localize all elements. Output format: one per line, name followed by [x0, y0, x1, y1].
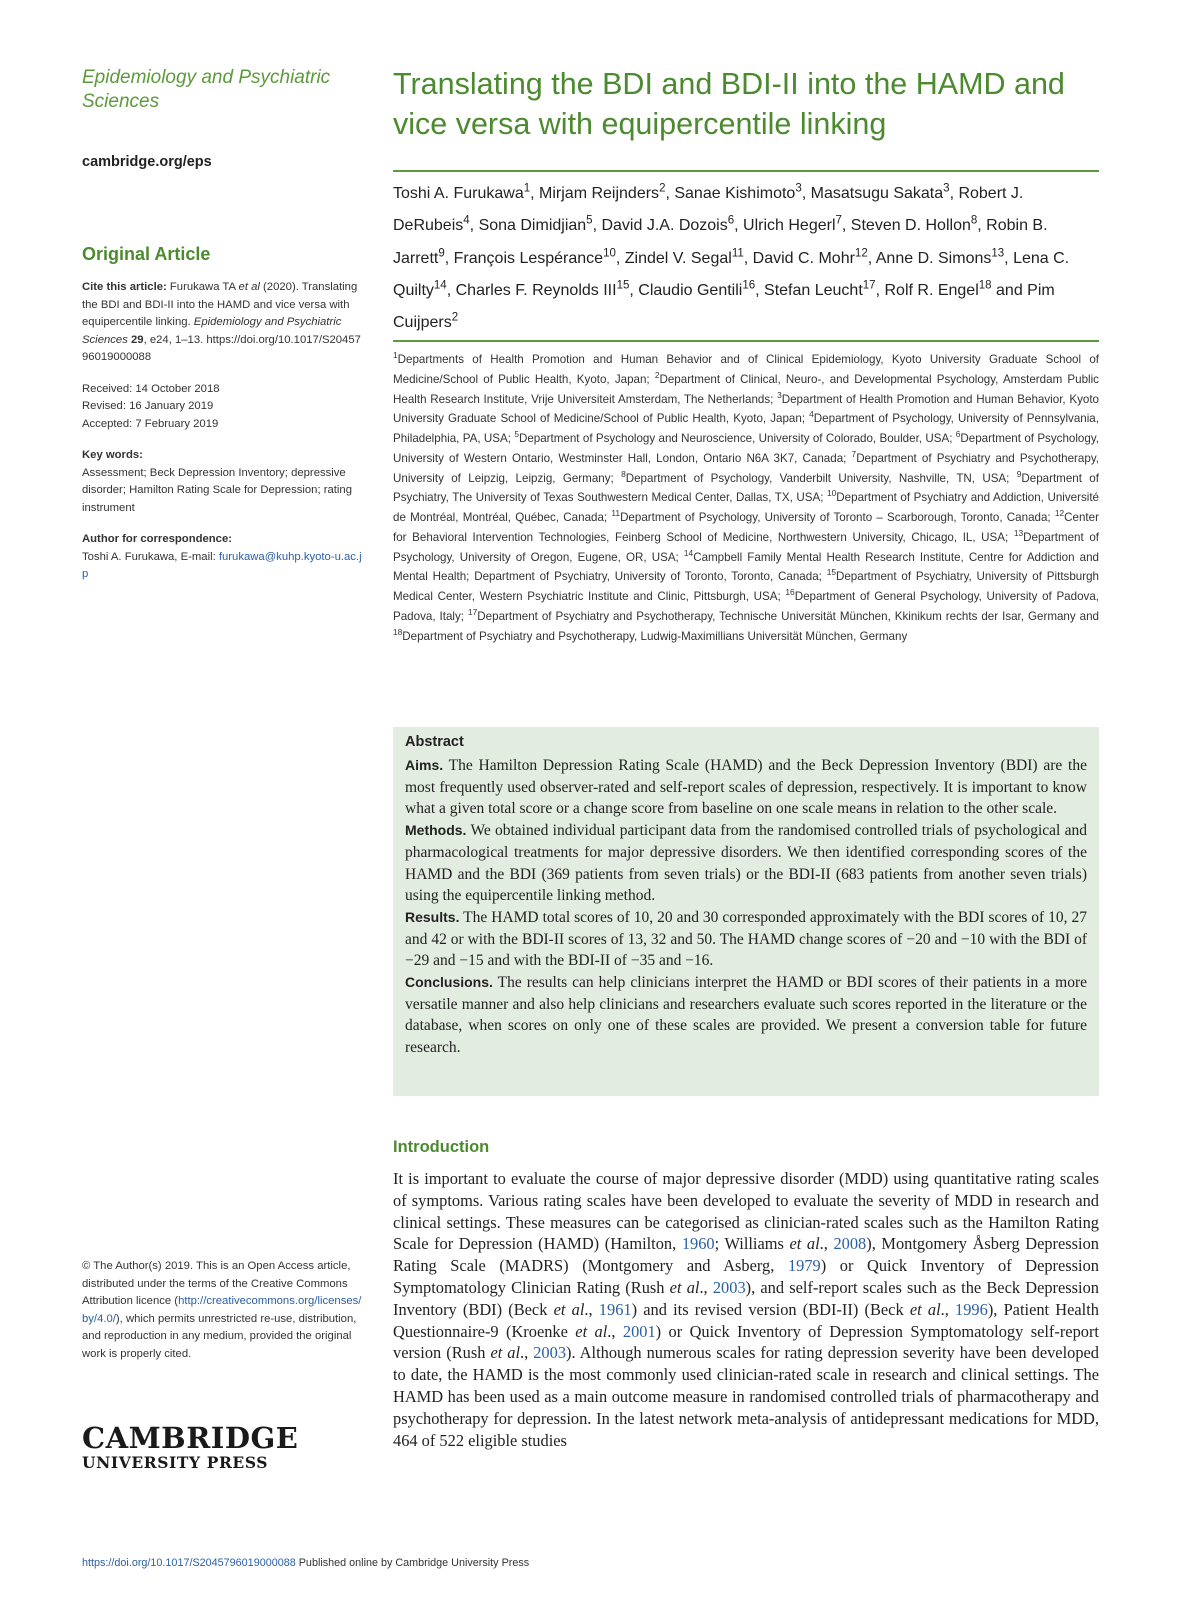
citation-year-link[interactable]: 2001 [622, 1321, 656, 1341]
author-affiliation-ref: 18 [978, 279, 992, 292]
correspondence-label: Author for correspondence: [82, 533, 233, 545]
author-name: David J.A. Dozois$^6$ [601, 214, 735, 235]
body-text: ., [584, 1299, 599, 1319]
author-affiliation-ref: 5 [586, 214, 593, 227]
abstract-section [405, 820, 1087, 907]
page-footer [82, 1557, 529, 1569]
affiliation-number: 11 [611, 508, 621, 519]
cambridge-logo [82, 1422, 342, 1472]
cite-year: (2020). [263, 281, 299, 293]
author-affiliation-ref: 2 [451, 311, 459, 324]
license-text-before: © The Author(s) 2019. This is an Open Access article, distributed under the terms of the Creative Commons Attribution licence ( [82, 1260, 351, 1308]
affiliation-text: Departments of Health Promotion and Human Behavior and of Clinical Epidemiology, Kyoto University Graduate School of Medicine/School of Public Health, Kyoto, Japan; [393, 353, 1099, 386]
author-affiliation-ref: 4 [463, 214, 470, 227]
journal-name: Epidemiology and Psychiatric Sciences [82, 67, 331, 112]
affiliation-number: 14 [683, 547, 694, 558]
abstract-section [405, 755, 1087, 820]
affiliation-number: 1 [393, 350, 398, 361]
citation-year-link[interactable]: 2008 [833, 1234, 867, 1254]
author-list: Toshi A. Furukawa$^1$, Mirjam Reijnders$^2$, Sanae Kishimoto$^3$, Masatsugu Sakata$^3$, Robert J. DeRubeis$^4$, Sona Dimidjian$^5$, David J.A. Dozois$^6$, Ulrich Hegerl$^7$, Steven D. Hollon$^8$, Robin B. Jarrett$^9$, François Lespérance$^{10}$, Zindel V. Segal$^{11}$, David C. Mohr$^{12}$, Anne D. Simons$^{13}$, Lena C. Quilty$^{14}$, Charles F. Reynolds III$^{15}$, Claudio Gentili$^{16}$, Stefan Leucht$^{17}$, Rolf R. Engel$^{18}$ and Pim Cuijpers$^2$ [393, 182, 1070, 332]
abstract-box [393, 727, 1099, 1096]
cite-label: Cite this article: [82, 281, 167, 293]
affiliation-text: Department of General Psychology, University of Padova, Padova, Italy; [393, 590, 1099, 623]
keywords-text: Assessment; Beck Depression Inventory; depressive disorder; Hamilton Rating Scale for Depression; rating instrument [82, 466, 352, 514]
cite-title: Translating the BDI and BDI-II into the HAMD and vice versa with equipercentile linking. [82, 281, 358, 328]
citation-year-link[interactable]: 1961 [598, 1299, 632, 1319]
affiliation-number: 16 [785, 587, 795, 598]
affiliation-number: 7 [851, 448, 857, 459]
affiliation-text: Department of Health Promotion and Human Behavior, Kyoto University Graduate School of Medicine/School of Public Health, Kyoto, Japan; [393, 392, 1099, 426]
affiliation-number: 18 [393, 626, 403, 637]
body-text: ., [699, 1277, 713, 1297]
correspondence-text: Toshi A. Furukawa, E-mail: [82, 550, 216, 563]
et-al-text: et al [909, 1299, 941, 1319]
affiliation-text: Department of Clinical, Neuro-, and Developmental Psychology, Amsterdam Public Health Research Institute, Vrije Universiteit Amsterdam, The Netherlands; [393, 372, 1099, 406]
body-text: ) and its revised version (BDI-II) (Beck [631, 1299, 910, 1319]
affiliation-number: 10 [827, 488, 837, 499]
author-name: Rolf R. Engel$^{18}$ [884, 279, 992, 299]
affiliation-text: Department of Psychiatry and Addiction, Université de Montréal, Montréal, Québec, Canada; [393, 491, 1099, 524]
cite-et-al: et al [238, 281, 260, 293]
cite-journal: Epidemiology and Psychiatric Sciences [82, 316, 342, 346]
body-text: ., [819, 1234, 834, 1254]
citation-year-link[interactable]: 2003 [533, 1343, 567, 1363]
author-affiliation-ref: 9 [438, 247, 445, 260]
journal-site-link[interactable]: cambridge.org/eps [82, 154, 212, 170]
author-name: Zindel V. Segal$^{11}$ [624, 247, 744, 267]
citation-year-link[interactable]: 1996 [955, 1299, 988, 1319]
affiliation-number: 13 [1013, 527, 1024, 538]
affiliation-text: Department of Psychology, University of Oregon, Eugene, OR, USA; [393, 530, 1099, 564]
body-text: ) or Quick Inventory of Depression Symptomatology Clinician Rating (Rush [393, 1256, 1099, 1297]
et-al-text: et al [490, 1343, 521, 1363]
license-url-link[interactable]: http://creativecommons.org/licenses/by/4.0/ [82, 1295, 362, 1325]
correspondence-email-link[interactable]: furukawa@kuhp.kyoto-u.ac.jp [82, 550, 362, 580]
keywords-label: Key words: [82, 449, 143, 461]
citation-year-link[interactable]: 1979 [787, 1256, 821, 1276]
body-text: ., [520, 1343, 534, 1363]
et-al-text: et al [669, 1277, 700, 1297]
revised-date: Revised: 16 January 2019 [82, 400, 214, 412]
abstract-section-label: Conclusions. [405, 974, 493, 991]
affiliation-text: Department of Psychology, University of Pennsylvania, Philadelphia, PA, USA; [393, 412, 1099, 445]
left-sidebar [82, 66, 367, 584]
abstract-section-label: Aims. [405, 757, 444, 773]
body-text: ; Williams [714, 1234, 790, 1254]
affiliation-number: 17 [468, 606, 478, 617]
abstract-body [405, 755, 1087, 1059]
author-affiliation-ref: 10 [603, 247, 616, 260]
author-affiliation-ref: 3 [943, 182, 950, 195]
author-name: Ulrich Hegerl$^7$ [743, 214, 842, 235]
body-text: It is important to evaluate the course of major depressive disorder (MDD) using quantitative rating scales of symptoms. Various rating scales have been developed to evaluate the severity of MDD in research and clinical settings. These measures can be categorised as clinician-rated scales such as the Hamilton Rating Scale for Depression (HAMD) (Hamilton, [393, 1169, 1099, 1254]
affiliation-text: Center for Behavioral Intervention Technologies, Feinberg School of Medicine, Northwestern University, Chicago, IL, USA; [393, 511, 1099, 544]
author-affiliation-ref: 11 [731, 247, 744, 260]
abstract-section-text: The HAMD total scores of 10, 20 and 30 corresponded approximately with the BDI scores of 10, 27 and 42 or with the BDI-II scores of 13, 32 and 50. The HAMD change scores of −20 and −10 with the BDI of −29 and −15 and with the BDI-II of −35 and −16. [405, 908, 1087, 970]
author-name: David C. Mohr$^{12}$ [752, 247, 868, 267]
author-name: Robert J. DeRubeis$^4$ [393, 185, 1024, 235]
author-name: Masatsugu Sakata$^3$ [810, 182, 950, 202]
logo-line-2: UNIVERSITY PRESS [82, 1453, 269, 1472]
abstract-section-text: The results can help clinicians interpret the HAMD or BDI scores of their patients in a more versatile manner and also help clinicians and researchers evaluate such scores reported in the literature or the database, when scores on only one of these scales are provided. We present a conversion table for future research. [405, 974, 1087, 1057]
author-name: Mirjam Reijnders$^2$ [539, 182, 666, 202]
article-title: Translating the BDI and BDI-II into the HAMD and vice versa with equipercentile linking [393, 67, 1065, 141]
affiliation-text: Department of Psychology, University of Toronto – Scarborough, Toronto, Canada; [620, 511, 1051, 524]
footer-published: Published online by Cambridge University Press [298, 1557, 530, 1569]
abstract-section-label: Methods. [405, 822, 467, 839]
cite-authors: Furukawa TA [169, 281, 236, 293]
author-name: Sona Dimidjian$^5$ [478, 214, 593, 235]
author-affiliation-ref: 3 [795, 182, 802, 195]
received-date: Received: 14 October 2018 [82, 382, 220, 395]
citation-year-link[interactable]: 2003 [712, 1277, 746, 1297]
body-text: ), Patient Health Questionnaire-9 (Kroenke [393, 1299, 1099, 1341]
affiliation-number: 4 [809, 409, 814, 420]
affiliation-text: Department of Psychology, Vanderbilt University, Nashville, TN, USA; [625, 471, 1010, 485]
logo-line-1: CAMBRIDGE [82, 1421, 299, 1455]
affiliation-text: Department of Psychology and Neuroscience, University of Colorado, Boulder, USA; [518, 432, 953, 445]
body-text: ) or Quick Inventory of Depression Symptomatology self-report version (Rush [393, 1321, 1099, 1363]
abstract-section-text: We obtained individual participant data from the randomised controlled trials of psychological and pharmacological treatments for major depressive disorders. We then identified corresponding scores of the HAMD and the BDI (369 patients from seven trials) or the BDI-II (683 patients from another seven trials) using the equipercentile linking method. [405, 822, 1087, 905]
author-name: Toshi A. Furukawa$^1$ [393, 182, 531, 202]
author-name: Pim Cuijpers$^2$ [393, 281, 1055, 332]
author-affiliation-ref: 8 [970, 214, 978, 227]
author-affiliation-ref: 14 [433, 279, 447, 292]
author-name: Sanae Kishimoto$^3$ [674, 182, 802, 202]
keywords-block [82, 447, 367, 517]
body-text: ), Montgomery Åsberg Depression Rating Scale (MADRS) (Montgomery and Asberg, [393, 1234, 1099, 1276]
author-name: Steven D. Hollon$^8$ [850, 214, 978, 235]
author-affiliation-ref: 15 [616, 279, 630, 292]
author-name: Robin B. Jarrett$^9$ [393, 217, 1048, 267]
author-affiliation-ref: 2 [659, 182, 666, 195]
author-affiliation-ref: 17 [862, 279, 876, 292]
cite-pages: , e24, 1–13. [143, 333, 204, 346]
affiliation-number: 9 [1016, 468, 1022, 479]
cite-volume: 29 [130, 333, 144, 346]
citation-block [82, 279, 367, 367]
affiliation-number: 15 [826, 567, 836, 578]
accepted-date: Accepted: 7 February 2019 [82, 417, 219, 430]
title-divider [393, 170, 1099, 172]
author-name: Lena C. Quilty$^{14}$ [393, 249, 1070, 299]
affiliation-number: 12 [1054, 508, 1065, 519]
abstract-heading: Abstract [405, 734, 464, 750]
affiliation-list [393, 350, 1099, 646]
abstract-section [405, 972, 1087, 1059]
cite-doi-link[interactable]: https://doi.org/10.1017/S2045796019000088 [82, 333, 361, 363]
et-al-text: et al [575, 1321, 608, 1341]
et-al-text: et al [789, 1234, 820, 1254]
article-type: Original Article [82, 244, 211, 264]
license-notice [82, 1258, 367, 1364]
affiliation-text: Department of Psychiatry and Psychotherapy, University of Leipzig, Leipzig, Germany; [393, 451, 1099, 485]
author-affiliation-ref: 6 [727, 214, 735, 227]
license-text-after: ), which permits unrestricted re-use, distribution, and reproduction in any medium, provided the original work is properly cited. [82, 1312, 357, 1360]
author-affiliation-ref: 16 [742, 279, 756, 292]
affiliation-number: 3 [777, 389, 782, 400]
introduction-heading: Introduction [393, 1138, 490, 1156]
affiliation-text: Department of Psychiatry, The University of Texas Southwestern Medical Center, Dallas, TX, USA; [393, 471, 1099, 505]
abstract-section-label: Results. [405, 908, 460, 925]
affiliation-text: Department of Psychology, University of Western Ontario, Westminster Hall, London, Ontario N6A 3K7, Canada; [393, 432, 1099, 465]
citation-year-link[interactable]: 1960 [681, 1234, 715, 1254]
affiliation-number: 2 [654, 369, 660, 380]
author-name: Charles F. Reynolds III$^{15}$ [455, 279, 630, 299]
body-text: ), and self-report scales such as the Beck Depression Inventory (BDI) (Beck [393, 1277, 1099, 1319]
affiliation-text: Department of Psychiatry and Psychotherapy, Technische Universität München, Kkinikum rechts der Isar, Germany and [477, 609, 1099, 623]
introduction-text [393, 1168, 1099, 1451]
author-name: Stefan Leucht$^{17}$ [764, 279, 876, 299]
affiliation-text: Campbell Family Mental Health Research Institute, Centre for Addiction and Mental Health; Department of Psychiatry, University of Toronto, Toronto, Canada; [393, 550, 1099, 584]
author-connector: and [996, 281, 1023, 299]
abstract-section-text: The Hamilton Depression Rating Scale (HAMD) and the Beck Depression Inventory (BDI) are the most frequently used observer-rated and self-report scales of depression, respectively. It is important to know what a given total score or a change score from baseline on one scale means in relation to the other scale. [405, 757, 1087, 818]
abstract-section [405, 907, 1087, 972]
author-name: Anne D. Simons$^{13}$ [875, 247, 1005, 267]
correspondence-block [82, 531, 367, 584]
author-name: Claudio Gentili$^{16}$ [638, 279, 756, 299]
footer-doi-link[interactable]: https://doi.org/10.1017/S2045796019000088 [82, 1557, 296, 1569]
author-name: François Lespérance$^{10}$ [453, 247, 616, 267]
author-affiliation-ref: 13 [991, 247, 1005, 260]
affiliation-number: 8 [621, 468, 626, 479]
article-dates [82, 381, 367, 434]
body-text: ., [607, 1321, 623, 1341]
et-al-text: et al [553, 1299, 585, 1319]
affiliation-number: 5 [514, 429, 519, 440]
affiliation-number: 6 [955, 429, 961, 440]
affiliation-text: Department of Psychiatry and Psychotherapy, Ludwig-Maximillians Universität München, Germany [402, 629, 908, 643]
body-text: ). Although numerous scales for rating depression severity have been developed to date, the HAMD is the most commonly used clinician-rated scale in research and clinical settings. The HAMD has been used as a main outcome measure in randomised controlled trials of pharmacotherapy and psychotherapy for depression. In the latest network meta-analysis of antidepressant medications for MDD, 464 of 522 eligible studies [393, 1343, 1099, 1450]
body-text: ., [940, 1299, 956, 1319]
authors-divider [393, 340, 1099, 342]
affiliation-text: Department of Psychiatry, University of Pittsburgh Medical Center, Western Psychiatric Institute and Clinic, Pittsburgh, USA; [393, 570, 1099, 603]
author-affiliation-ref: 7 [835, 214, 842, 227]
author-affiliation-ref: 12 [854, 247, 868, 260]
author-affiliation-ref: 1 [523, 182, 531, 195]
